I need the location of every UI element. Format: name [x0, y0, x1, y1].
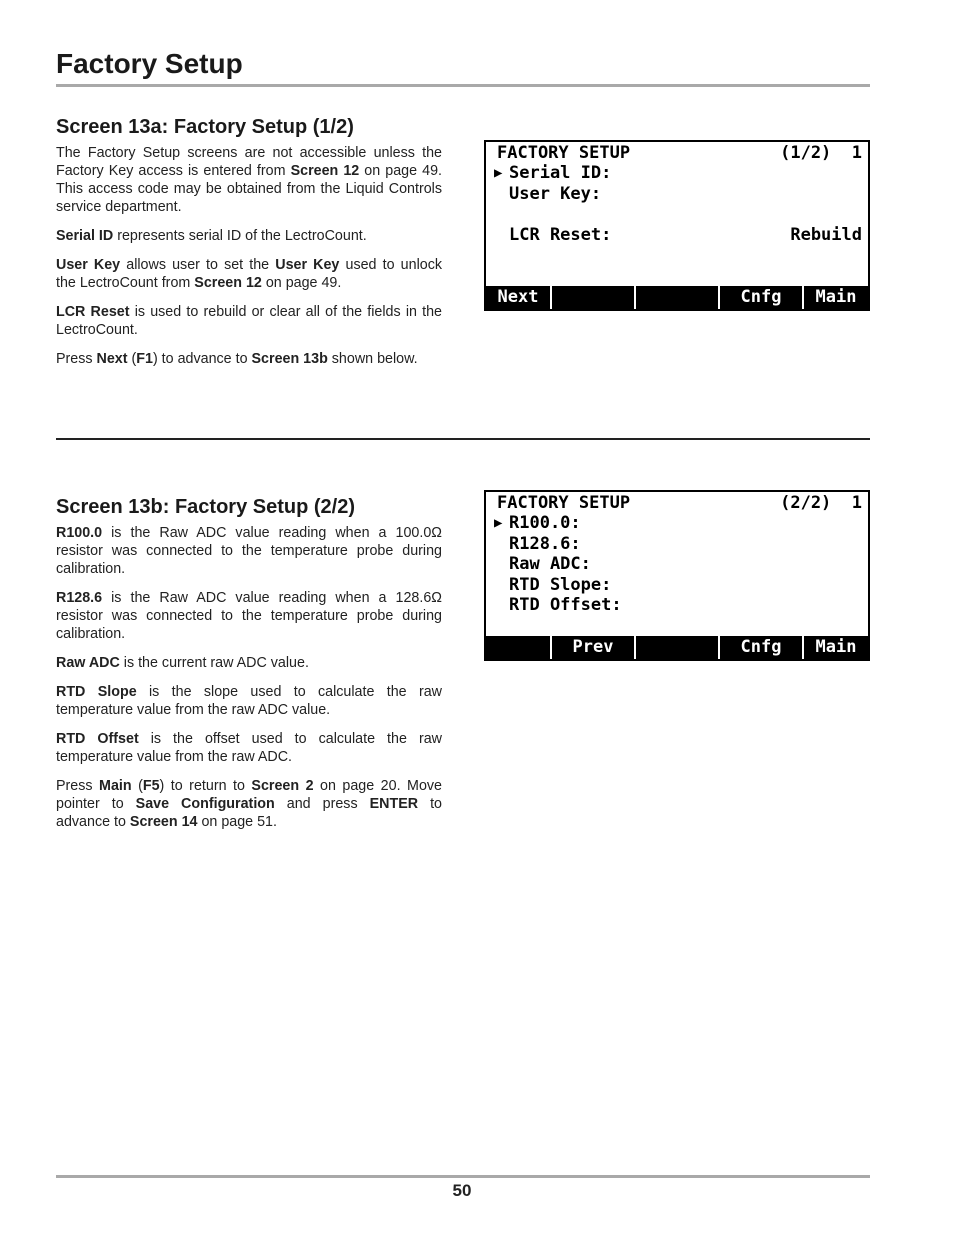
softkey-cnfg[interactable]: Cnfg — [720, 636, 804, 659]
lcd-line-r100: ▶ R100.0: — [494, 513, 581, 534]
lcd-page-indicator: (2/2) 1 — [780, 493, 862, 513]
lcd-title-row: FACTORY SETUP (2/2) 1 — [497, 493, 862, 513]
lcd-line-raw-adc: Raw ADC: — [509, 554, 591, 575]
lcr-reset-value: Rebuild — [790, 224, 862, 245]
lcd-line-rtd-offset: RTD Offset: — [509, 594, 622, 615]
softkey-f3[interactable] — [636, 286, 720, 309]
serial-id-paragraph: Serial ID represents serial ID of the LectroCount. — [56, 228, 367, 244]
section-13b-heading: Screen 13b: Factory Setup (2/2) — [56, 496, 355, 518]
softkey-bar — [486, 636, 868, 659]
rtd-slope-paragraph: RTD Slope is the slope used to calculate the raw temperature value from the raw ADC value. — [56, 684, 443, 718]
lcd-page-indicator: (1/2) 1 — [780, 143, 862, 163]
r128-paragraph: R128.6 is the Raw ADC value reading when a 128.6Ω resistor was connected to the temperature probe during calibration. — [56, 590, 442, 642]
softkey-prev[interactable]: Prev — [552, 636, 636, 659]
lcd-line-user-key: User Key: — [509, 183, 602, 204]
intro-paragraph: The Factory Setup screens are not accessible unless the Factory Key access is entered from Screen 12 on page 49. This access code may be obtained from the Liquid Controls service department. — [56, 145, 443, 215]
press-next-paragraph: Press Next (F1) to advance to Screen 13b shown below. — [56, 351, 418, 367]
section-13a-text — [56, 116, 442, 379]
lcd-screen-13a — [484, 140, 870, 311]
softkey-f1[interactable] — [486, 636, 552, 659]
raw-adc-paragraph: Raw ADC is the current raw ADC value. — [56, 655, 309, 671]
lcd-line-rtd-slope: RTD Slope: — [509, 574, 612, 595]
pointer-arrow-icon: ▶ — [494, 515, 503, 532]
press-main-paragraph: Press Main (F5) to return to Screen 2 on page 20. Move pointer to Save Configuration and press ENTER to advance to Screen 14 on page 51. — [56, 778, 442, 830]
softkey-bar — [486, 286, 868, 309]
page-number: 50 — [452, 1181, 472, 1200]
softkey-cnfg[interactable]: Cnfg — [720, 286, 804, 309]
lcd-line-r128: R128.6: — [509, 533, 581, 554]
footer-rule — [56, 1175, 870, 1178]
softkey-next[interactable]: Next — [486, 286, 552, 309]
section-13a-heading: Screen 13a: Factory Setup (1/2) — [56, 116, 354, 138]
pointer-arrow-icon: ▶ — [494, 165, 503, 182]
r100-paragraph: R100.0 is the Raw ADC value reading when a 100.0Ω resistor was connected to the temperature probe during calibration. — [56, 525, 442, 577]
lcd-line-blank — [497, 204, 868, 224]
lcd-title-row: FACTORY SETUP (1/2) 1 — [497, 143, 862, 163]
softkey-main[interactable]: Main — [815, 287, 857, 307]
lcr-reset-paragraph: LCR Reset is used to rebuild or clear all of the fields in the LectroCount. — [56, 304, 443, 338]
rtd-offset-paragraph: RTD Offset is the offset used to calculate the raw temperature value from the raw ADC. — [56, 731, 442, 765]
section-divider — [56, 438, 870, 440]
header-rule — [56, 84, 870, 87]
section-13b-text — [56, 496, 442, 842]
softkey-f2[interactable] — [552, 286, 636, 309]
softkey-f3[interactable] — [636, 636, 720, 659]
user-key-paragraph: User Key allows user to set the User Key used to unlock the LectroCount from Screen 12 on page 49. — [56, 257, 442, 291]
page-title: Factory Setup — [56, 48, 243, 79]
lcd-line-lcr-reset: LCR Reset: Rebuild — [509, 224, 862, 245]
lcd-screen-13b — [484, 490, 870, 661]
lcd-line-serial-id: ▶ Serial ID: — [494, 163, 612, 184]
softkey-main[interactable]: Main — [815, 637, 857, 657]
